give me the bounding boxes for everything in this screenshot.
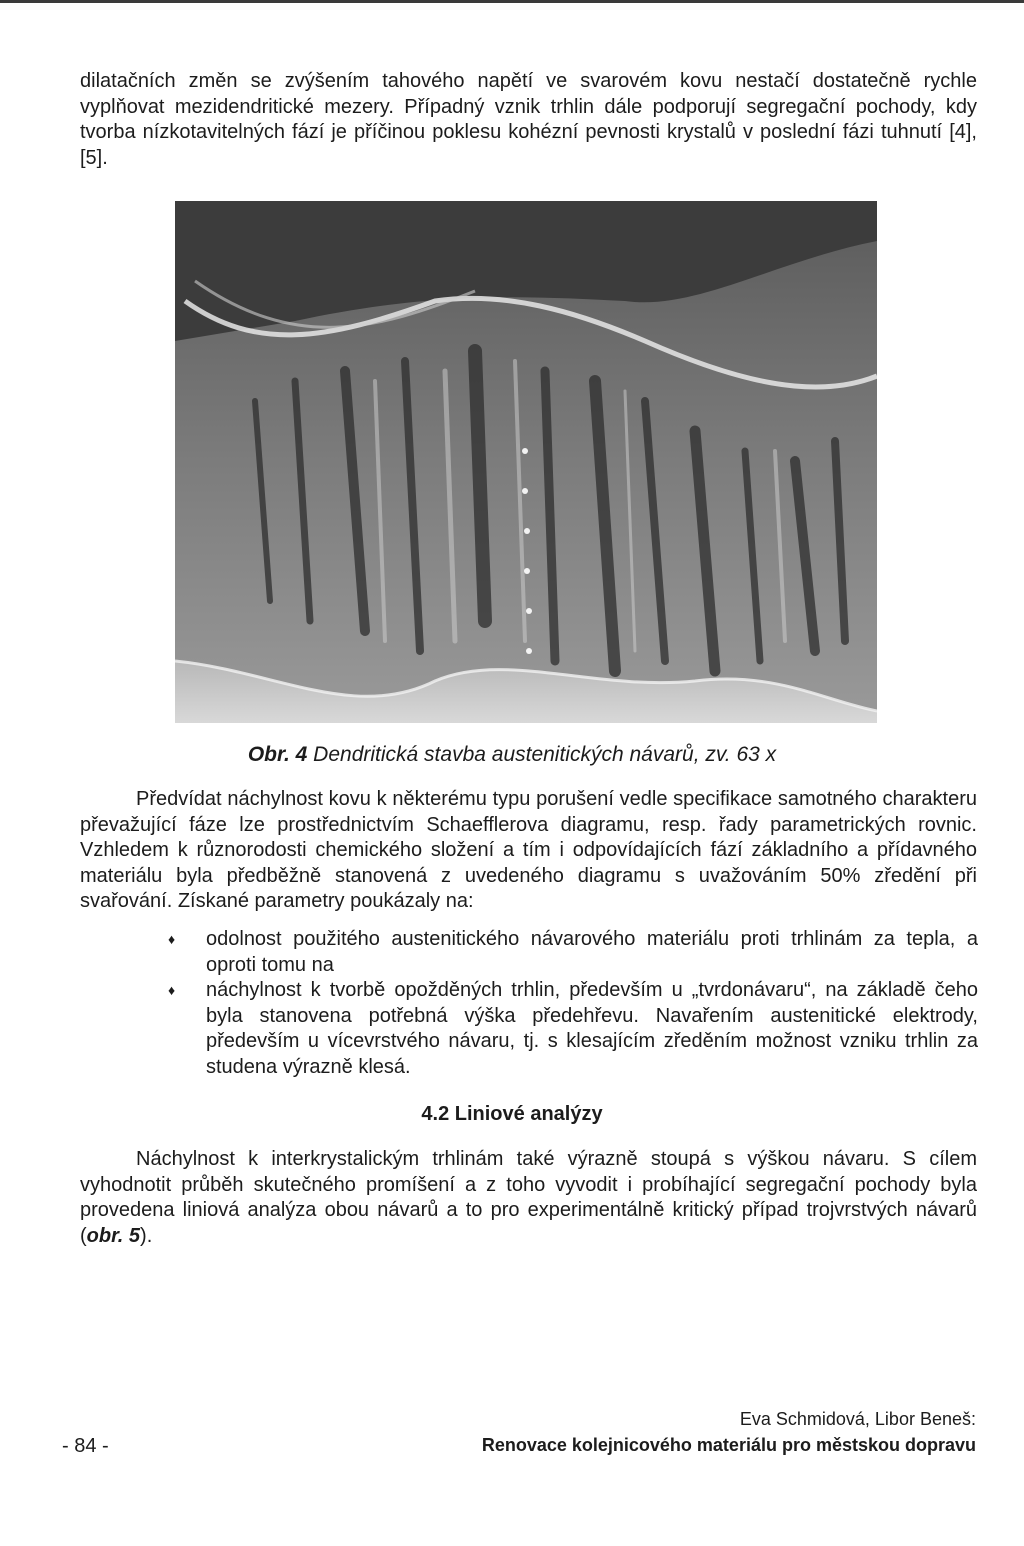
paragraph-3 (80, 1147, 977, 1249)
figure-caption-text: Dendritická stavba austenitických návarů, zv. 63 x (307, 743, 777, 766)
bullet-item (168, 927, 978, 978)
section-heading: 4.2 Liniové analýzy (421, 1103, 603, 1125)
bullet-text: odolnost použitého austenitického návarového materiálu proti trhlinám za tepla, a oproti tomu na (206, 928, 978, 976)
bullet-text: náchylnost k tvorbě opožděných trhlin, především u „tvrdonávaru“, na základě čeho byla stanovena potřebná výška předehřevu. Navařením austenitické elektrody, především u vícevrstvého návaru, tj. s klesajícím zředěním možnost vzniku trhlin za studena výrazně klesá. (206, 979, 978, 1078)
figure-caption-label: Obr. 4 (247, 743, 308, 766)
micrograph-image (175, 201, 877, 723)
page-number: - 84 - (62, 1435, 109, 1457)
footer-authors: Eva Schmidová, Libor Beneš: (739, 1409, 976, 1429)
paragraph-3-end: ). (140, 1224, 153, 1247)
figure-reference: obr. 5 (86, 1224, 141, 1247)
paragraph-2: Předvídat náchylnost kovu k některému typu porušení vedle specifikace samotného charakteru převažující fáze lze prostřednictvím Schaefflerova diagramu, resp. řady parametrických rovnic. Vzhledem k různorodosti chemického složení a tím i odpovídajících fází základního a přídavného materiálu byla předběžně stanovená z uvedeného diagramu s uvažováním 50% zředění při svařování. Získané parametry poukázaly na: (80, 788, 977, 912)
paragraph-3-text: Náchylnost k interkrystalickým trhlinám také výrazně stoupá s výškou návaru. S cílem vyhodnotit průběh skutečného promíšení a z toho vyvodit i probíhající segregační pochody byla provedena liniová analýza obou návarů a to pro experimentálně kritický případ trojvrstvých návarů ( (80, 1148, 977, 1247)
top-rule (0, 0, 1024, 3)
footer-title: Renovace kolejnicového materiálu pro městskou dopravu (481, 1435, 976, 1455)
diamond-bullet-icon: ♦ (168, 982, 176, 998)
diamond-bullet-icon: ♦ (168, 931, 176, 947)
paragraph-1: dilatačních změn se zvýšením tahového napětí ve svarovém kovu nestačí dostatečně rychle vyplňovat mezidendritické mezery. Případný vznik trhlin dále podporují segregační pochody, kdy tvorba nízkotavitelných fází je příčinou poklesu kohézní pevnosti krystalů v poslední fázi tuhnutí [4], [5]. (80, 70, 977, 169)
bullet-list (168, 927, 978, 1080)
figure-caption (0, 743, 1024, 767)
bullet-item (168, 978, 978, 1080)
